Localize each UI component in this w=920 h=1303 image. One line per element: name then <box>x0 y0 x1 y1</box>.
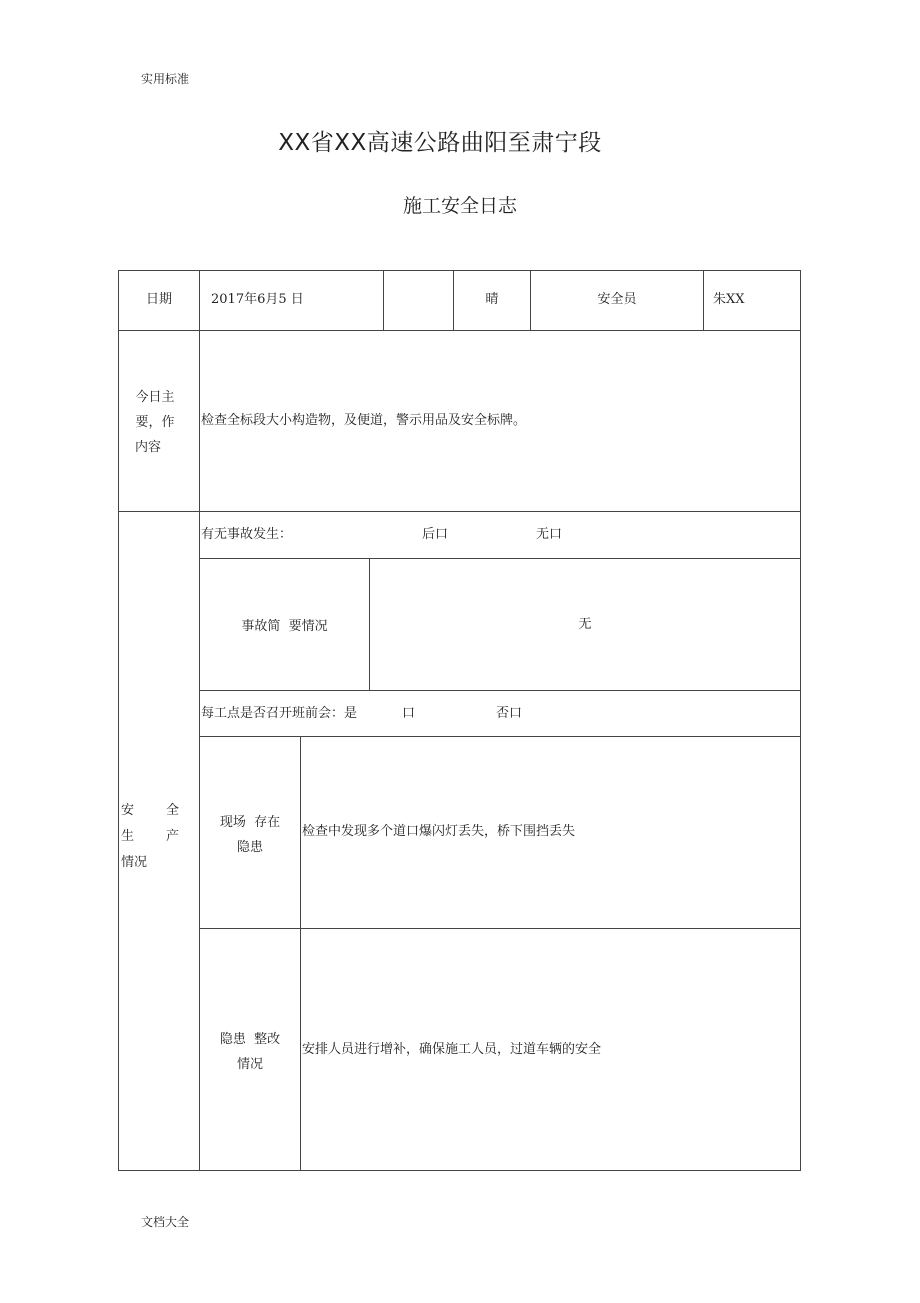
table-line <box>118 511 801 512</box>
hazard-label-line1: 现场 存在 <box>219 815 281 830</box>
rectify-value: 安排人员进行增补，确保施工人员，过道车辆的安全 <box>302 1042 602 1057</box>
date-value: 2017年6月5 日 <box>211 292 304 307</box>
table-line <box>199 928 801 929</box>
document-title: XX省XX高速公路曲阳至肃宁段 <box>278 130 602 156</box>
safety-label-qingkuang: 情况 <box>121 855 148 870</box>
safety-label-sheng: 生 <box>121 829 135 844</box>
date-label: 日期 <box>145 292 172 307</box>
meeting-option-no: 否口 <box>496 706 523 721</box>
table-line <box>199 558 801 559</box>
safety-label-an: 安 <box>121 803 135 818</box>
table-line <box>703 270 704 330</box>
accident-option-no: 无口 <box>536 527 563 542</box>
hazard-value: 检查中发现多个道口爆闪灯丢失，桥下围挡丢失 <box>302 824 576 839</box>
main-work-label-line1: 今日主 <box>135 390 175 405</box>
hazard-label-line2: 隐患 <box>236 840 263 855</box>
safety-officer-value: 朱XX <box>713 292 745 307</box>
table-line <box>199 736 801 737</box>
weather-value: 晴 <box>485 292 499 307</box>
accident-question: 有无事故发生： <box>201 527 293 542</box>
document-subtitle: 施工安全日志 <box>402 195 517 217</box>
main-work-label-line2: 要，作 <box>135 415 175 430</box>
footer-note: 文档大全 <box>141 1215 190 1229</box>
safety-label-quan: 全 <box>166 803 180 818</box>
table-line <box>118 270 801 271</box>
meeting-option-yes-box: 口 <box>402 706 416 721</box>
table-line <box>118 330 801 331</box>
table-line <box>383 270 384 330</box>
safety-officer-label: 安全员 <box>597 292 637 307</box>
meeting-question: 每工点是否召开班前会：是 <box>201 706 358 721</box>
main-work-value: 检查全标段大小构造物，及便道，警示用品及安全标牌。 <box>201 413 527 428</box>
table-line <box>199 690 801 691</box>
rectify-label-line2: 情况 <box>236 1057 263 1072</box>
safety-label-chan: 产 <box>166 829 180 844</box>
rectify-label-line1: 隐患 整改 <box>219 1032 281 1047</box>
table-line <box>800 270 801 1171</box>
main-work-label-line3: 内容 <box>134 440 161 455</box>
accident-summary-value: 无 <box>578 617 592 632</box>
header-note: 实用标准 <box>141 72 190 86</box>
table-line <box>300 736 301 1170</box>
accident-option-yes: 后口 <box>422 527 449 542</box>
accident-summary-label: 事故简 要情况 <box>241 619 328 634</box>
table-line <box>118 1170 801 1171</box>
